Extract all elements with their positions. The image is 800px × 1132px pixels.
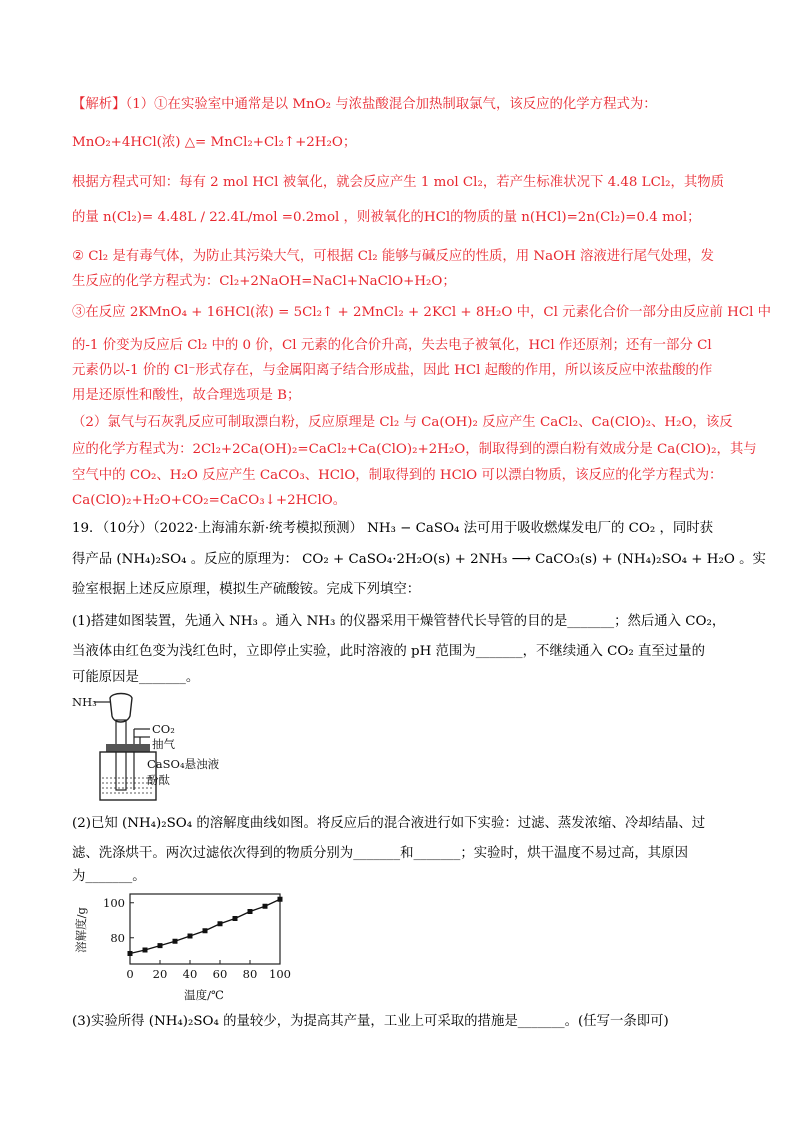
x-tick-label: 0 (126, 967, 134, 981)
analysis-line: 【解析】（1）①在实验室中通常是以 MnO₂ 与浓盐酸混合加热制取氯气，该反应的化学方程式为： (72, 97, 657, 112)
x-tick-label: 80 (242, 967, 258, 981)
analysis-line: 根据方程式可知：每有 2 mol HCl 被氧化，就会反应产生 1 mol Cl₂，若产生标准状况下 4.48 LCl₂，其物质 (72, 175, 725, 190)
data-point (203, 928, 208, 933)
analysis-line: 的量 n(Cl₂)= 4.48L / 22.4L/mol =0.2mol ，则被氧化的HCl的物质的量 n(HCl)=2n(Cl₂)=0.4 mol； (72, 210, 701, 225)
analysis-line: MnO₂+4HCl(浓) △= MnCl₂+Cl₂↑+2H₂O； (72, 135, 357, 150)
data-point (233, 916, 238, 921)
y-tick-label: 100 (103, 895, 125, 910)
indicator-label: 酚酞 (147, 773, 170, 787)
data-point (218, 921, 223, 926)
question-line: (1)搭建如图装置，先通入 NH₃ 。通入 NH₃ 的仪器采用干燥管替代长导管的目的是_______；然后通入 CO₂， (72, 614, 726, 629)
question-line: 为_______。 (72, 869, 146, 884)
data-point (143, 948, 148, 953)
question-line: 可能原因是_______。 (72, 670, 200, 685)
x-axis-label: 温度/℃ (184, 988, 224, 1002)
data-point (278, 897, 283, 902)
x-tick-label: 40 (182, 967, 198, 981)
analysis-line: ③在反应 2KMnO₄ + 16HCl(浓) = 5Cl₂↑ + 2MnCl₂ + 2KCl + 8H₂O 中，Cl 元素化合价一部分由反应前 HCl 中 (72, 305, 772, 320)
data-point (173, 939, 178, 944)
stopper (106, 744, 150, 752)
analysis-line: ② Cl₂ 是有毒气体，为防止其污染大气，可根据 Cl₂ 能够与碱反应的性质，用 NaOH 溶液进行尾气处理，发 (72, 249, 714, 264)
analysis-line: 应的化学方程式为：2Cl₂+2Ca(OH)₂=CaCl₂+Ca(ClO)₂+2H₂O，制取得到的漂白粉有效成分是 Ca(ClO)₂，其与 (72, 442, 757, 457)
solubility-curve (130, 899, 280, 953)
analysis-line: （2）氯气与石灰乳反应可制取漂白粉，反应原理是 Cl₂ 与 Ca(OH)₂ 反应产生 CaCl₂、Ca(ClO)₂、H₂O，该反 (72, 415, 733, 430)
analysis-line: 用是还原性和酸性，故合理选项是 B； (72, 388, 301, 403)
solubility-chart (72, 888, 292, 1003)
y-axis-label: 溶解度/g (74, 907, 88, 953)
nh3-label: NH₃ (72, 695, 97, 709)
question-line: 得产品 (NH₄)₂SO₄ 。反应的原理为： CO₂ + CaSO₄·2H₂O(s) + 2NH₃ ⟶ CaCO₃(s) + (NH₄)₂SO₄ + H₂O 。实 (72, 552, 766, 567)
y-tick-label: 80 (110, 930, 125, 945)
suspension-label: CaSO₄悬浊液 (147, 757, 220, 771)
analysis-line: 空气中的 CO₂、H₂O 反应产生 CaCO₃、HClO，制取得到的 HClO 可以漂白物质，该反应的化学方程式为： (72, 468, 723, 483)
suction-label: 抽气 (152, 737, 175, 751)
co2-label: CO₂ (152, 722, 175, 736)
question-line: 当液体由红色变为浅红色时，立即停止实验，此时溶液的 pH 范围为_______，不继续通入 CO₂ 直至过量的 (72, 644, 705, 659)
drying-tube-bulb (110, 694, 132, 723)
data-point (248, 909, 253, 914)
analysis-line: 元素仍以-1 价的 Cl⁻形式存在，与金属阳离子结合形成盐，因此 HCl 起酸的作用，所以该反应中浓盐酸的作 (72, 363, 713, 378)
question-line: (3)实验所得 (NH₄)₂SO₄ 的量较少，为提高其产量，工业上可采取的措施是_______。(任写一条即可) (72, 1014, 669, 1029)
data-point (158, 943, 163, 948)
x-tick-label: 60 (212, 967, 228, 981)
drying-tube-stem (116, 720, 126, 790)
analysis-line: Ca(ClO)₂+H₂O+CO₂=CaCO₃↓+2HClO。 (72, 493, 347, 508)
apparatus-diagram (72, 690, 222, 802)
question-line: 滤、洗涤烘干。两次过滤依次得到的物质分别为_______和_______；实验时，烘干温度不易过高，其原因 (72, 846, 688, 861)
data-point (263, 904, 268, 909)
analysis-line: 的-1 价变为反应后 Cl₂ 中的 0 价，Cl 元素的化合价升高，失去电子被氧化，HCl 作还原剂；还有一部分 Cl (72, 338, 712, 353)
question-line: 验室根据上述反应原理，模拟生产硫酸铵。完成下列填空： (72, 582, 421, 597)
x-tick-label: 100 (269, 967, 291, 981)
x-tick-label: 20 (152, 967, 168, 981)
data-point (188, 934, 193, 939)
data-point (128, 951, 133, 956)
question-line: 19．（10分）（2022·上海浦东新·统考模拟预测） NH₃ − CaSO₄ 法可用于吸收燃煤发电厂的 CO₂ ，同时获 (72, 521, 714, 536)
analysis-line: 生反应的化学方程式为：Cl₂+2NaOH=NaCl+NaClO+H₂O； (72, 274, 456, 289)
question-line: (2)已知 (NH₄)₂SO₄ 的溶解度曲线如图。将反应后的混合液进行如下实验：过滤、蒸发浓缩、冷却结晶、过 (72, 816, 706, 831)
